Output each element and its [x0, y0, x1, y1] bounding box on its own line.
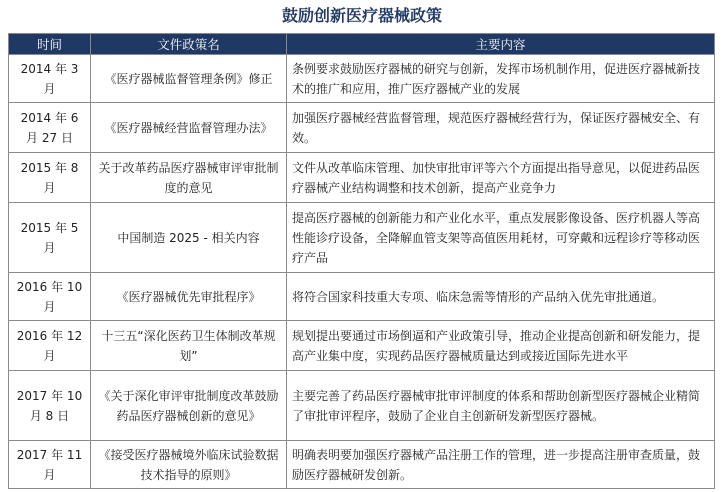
cell-policy: 《医疗器械优先审批程序》: [91, 273, 287, 321]
cell-content: 规划提出要通过市场倒逼和产业政策引导，推动企业提高创新和研发能力，提高产业集中度，实现药品医疗器械质量达到或接近国际先进水平: [287, 321, 715, 371]
cell-content: 主要完善了药品医疗器械审批审评制度的体系和帮助创新型医疗器械企业精简了审批审评程序，鼓励了企业自主创新研发新型医疗器械。: [287, 371, 715, 441]
cell-content: 条例要求鼓励医疗器械的研究与创新，发挥市场机制作用，促进医疗器械新技术的推广和应用，推广医疗器械产业的发展: [287, 55, 715, 103]
header-policy: 文件政策名: [91, 34, 287, 55]
cell-content: 明确表明要加强医疗器械产品注册工作的管理，进一步提高注册审查质量，鼓励医疗器械研发创新。: [287, 441, 715, 489]
header-content: 主要内容: [287, 34, 715, 55]
header-time: 时间: [9, 34, 91, 55]
cell-time: 2016 年 10 月: [9, 273, 91, 321]
cell-time: 2017 年 10 月 8 日: [9, 371, 91, 441]
policy-table: [8, 33, 715, 489]
cell-policy: 《医疗器械经营监督管理办法》: [91, 103, 287, 153]
cell-content: 加强医疗器械经营监督管理，规范医疗器械经营行为，保证医疗器械安全、有效。: [287, 103, 715, 153]
table-row: [9, 321, 715, 371]
cell-time: 2015 年 5 月: [9, 203, 91, 273]
table-row: [9, 203, 715, 273]
table-header: [9, 34, 715, 55]
cell-policy: 《接受医疗器械境外临床试验数据技术指导的原则》: [91, 441, 287, 489]
header-row: [9, 34, 715, 55]
table-row: [9, 55, 715, 103]
cell-content: 提高医疗器械的创新能力和产业化水平，重点发展影像设备、医疗机器人等高性能诊疗设备，全降解血管支架等高值医用耗材，可穿戴和远程诊疗等移动医疗产品: [287, 203, 715, 273]
table-row: [9, 441, 715, 489]
cell-content: 将符合国家科技重大专项、临床急需等情形的产品纳入优先审批通道。: [287, 273, 715, 321]
table-row: [9, 273, 715, 321]
cell-policy: 《医疗器械监督管理条例》修正: [91, 55, 287, 103]
cell-policy: 中国制造 2025 - 相关内容: [91, 203, 287, 273]
cell-time: 2015 年 8 月: [9, 153, 91, 203]
table-body: [9, 55, 715, 489]
cell-policy: 关于改革药品医疗器械审评审批制度的意见: [91, 153, 287, 203]
table-row: [9, 103, 715, 153]
table-row: [9, 371, 715, 441]
cell-policy: 十三五“深化医药卫生体制改革规划”: [91, 321, 287, 371]
cell-time: 2014 年 3 月: [9, 55, 91, 103]
table-row: [9, 153, 715, 203]
page-title: 鼓励创新医疗器械政策: [281, 6, 442, 25]
cell-time: 2014 年 6 月 27 日: [9, 103, 91, 153]
cell-policy: 《关于深化审评审批制度改革鼓励药品医疗器械创新的意见》: [91, 371, 287, 441]
cell-time: 2017 年 11 月: [9, 441, 91, 489]
cell-time: 2016 年 12 月: [9, 321, 91, 371]
cell-content: 文件从改革临床管理、加快审批审评等六个方面提出指导意见，以促进药品医疗器械产业结构调整和技术创新，提高产业竞争力: [287, 153, 715, 203]
